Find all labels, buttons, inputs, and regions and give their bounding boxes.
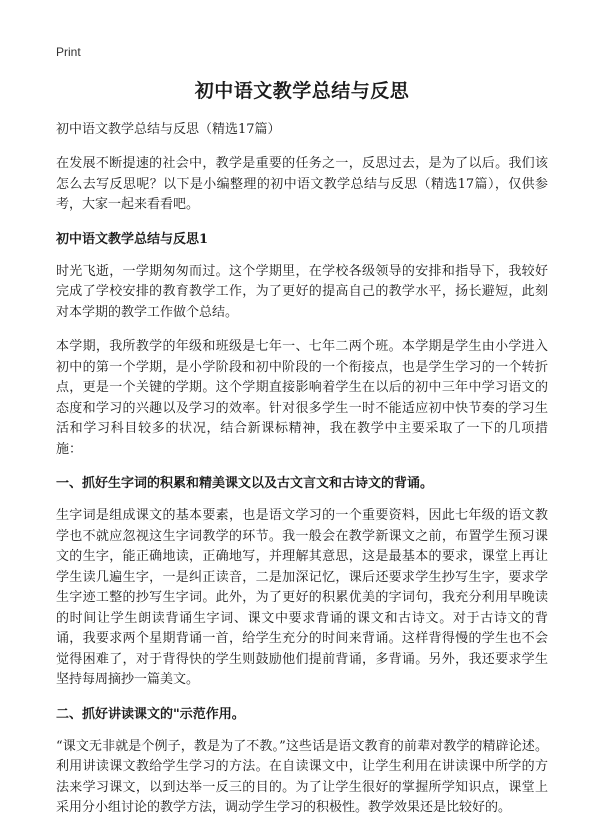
subheading-2: 二、抓好讲读课文的"示范作用。 (56, 706, 245, 722)
section1-paragraph-2: 本学期，我所教学的年级和班级是七年一、七年二两个班。本学期是学生由小学进入初中的第一个学期，是小学阶段和初中阶段的一个衔接点，也是学生学习的一个转折点，更是一个关键的学期。这个学期直接影响着学生在以后的初中三年中学习语文的态度和学习的兴趣以及学习的效率。针对很多学生一时不能适应初中快节奏的学习生活和学习科目较多的状况，结合新课标精神，我在教学中主要采取了一下的几项措施： (56, 339, 548, 457)
page-title: 初中语文教学总结与反思 (194, 80, 410, 102)
subheading-2-paragraph: “课文无非就是个例子，教是为了不教。”这些话是语文教育的前辈对教学的精辟论述。利用讲读课文教给学生学习的方法。在自读课文中，让学生利用在讲读课中所学的方法来学习课文，以到达举一反三的目的。为了让学生很好的掌握所学知识点，课堂上采用分小组讨论的教学方法，调动学生学习的积极性。教学效果还是比较好的。 (56, 738, 548, 815)
document-subtitle: 初中语文教学总结与反思（精选17篇） (56, 122, 281, 137)
section-title-1: 初中语文教学总结与反思1 (56, 231, 209, 247)
print-label: Print (56, 45, 81, 59)
subheading-1: 一、抓好生字词的积累和精美课文以及古文言文和古诗文的背诵。 (56, 476, 434, 491)
section1-paragraph-1: 时光飞逝，一学期匆匆而过。这个学期里，在学校各级领导的安排和指导下，我较好完成了学校安排的教育教学工作，为了更好的提高自己的教学水平，扬长避短，此刻对本学期的教学工作做个总结。 (56, 263, 548, 320)
intro-paragraph: 在发展不断提速的社会中，教学是重要的任务之一，反思过去，是为了以后。我们该怎么去写反思呢？以下是小编整理的初中语文教学总结与反思（精选17篇），仅供参考，大家一起来看看吧。 (56, 156, 548, 212)
subheading-1-paragraph: 生字词是组成课文的基本要素，也是语文学习的一个重要资料，因此七年级的语文教学也不就应忽视这生字词教学的环节。我一般会在教学新课文之前，布置学生预习课文的生字，能正确地读，正确地写，并理解其意思，这是最基本的要求，课堂上再让学生读几遍生字，一是纠正读音，二是加深记忆，课后还要求学生抄写生字，要求学生字迹工整的抄写生字词。此外，为了更好的积累优美的字词句，我充分利用早晚读的时间让学生朗读背诵生字词、课文中要求背诵的课文和古诗文。对于古诗文的背诵，我要求两个星期背诵一首，给学生充分的时间来背诵。这样背得慢的学生也不会觉得困难了，对于背得快的学生则鼓励他们提前背诵，多背诵。另外，我还要求学生坚持每周摘抄一篇美文。 (56, 508, 548, 687)
